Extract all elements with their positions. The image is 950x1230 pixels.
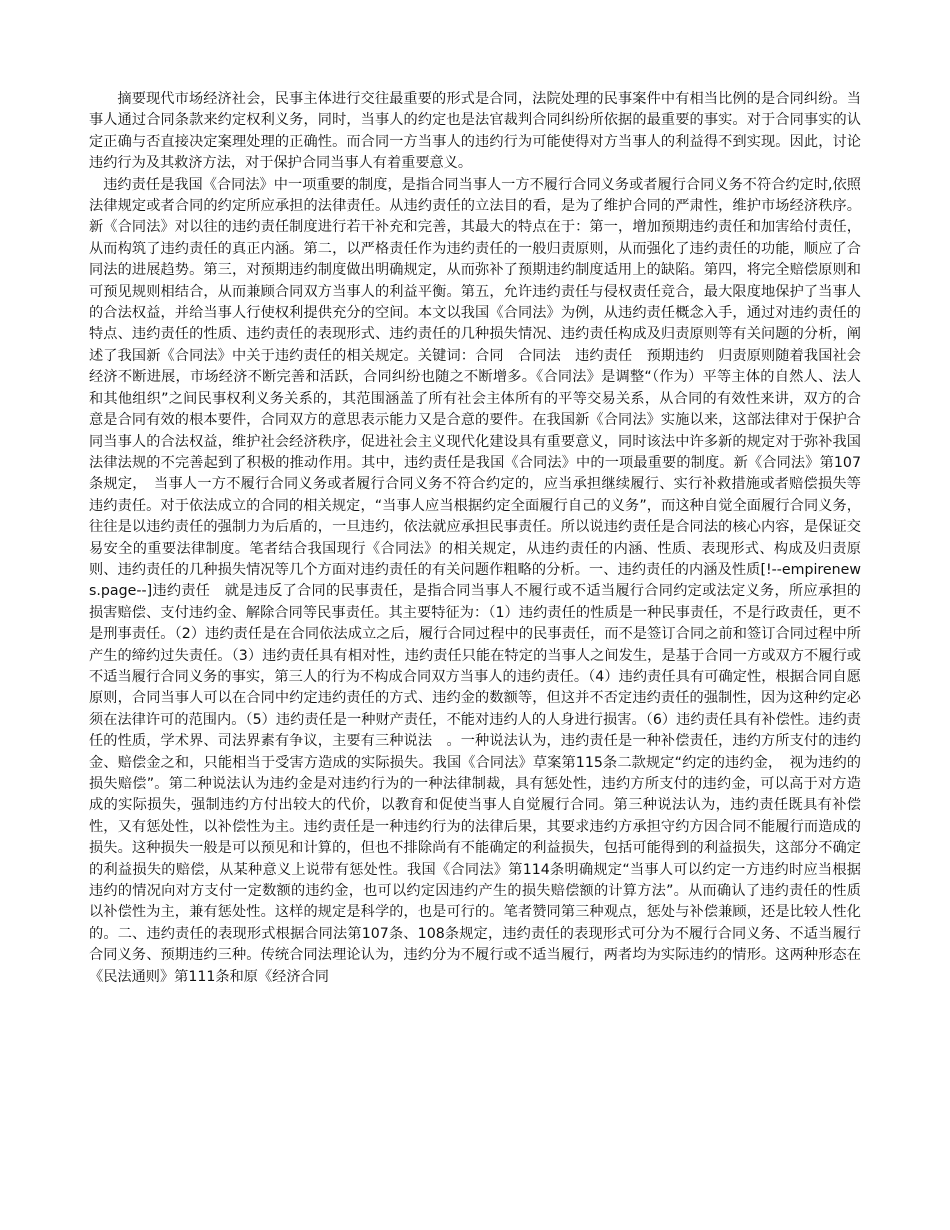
document-body	[89, 89, 861, 988]
body-paragraph: 违约责任是我国《合同法》中一项重要的制度，是指合同当事人一方不履行合同义务或者履行合同义务不符合约定时,依照法律规定或者合同的约定所应承担的法律责任。从违约责任的立法目的看，是为了维护合同的严肃性，维护市场经济秩序。新《合同法》对以往的违约责任制度进行若干补充和完善，其最大的特点在于：第一，增加预期违约责任和加害给付责任，从而构筑了违约责任的真正内涵。第二，以严格责任作为违约责任的一般归责原则，从而强化了违约责任的功能，顺应了合同法的进展趋势。第三，对预期违约制度做出明确规定，从而弥补了预期违约制度适用上的缺陷。第四，将完全赔偿原则和可预见规则相结合，从而兼顾合同双方当事人的利益平衡。第五，允许违约责任与侵权责任竞合，最大限度地保护了当事人的合法权益，并给当事人行使权利提供充分的空间。本文以我国《合同法》为例，从违约责任概念入手，通过对违约责任的特点、违约责任的性质、违约责任的表现形式、违约责任的几种损失情况、违约责任构成及归责原则等有关问题的分析，阐述了我国新《合同法》中关于违约责任的相关规定。关键词：合同 合同法 违约责任 预期违约 归责原则随着我国社会经济不断进展，市场经济不断完善和活跃，合同纠纷也随之不断增多。《合同法》是调整“（作为）平等主体的自然人、法人和其他组织”之间民事权利义务关系的，其范围涵盖了所有社会主体所有的平等交易关系，从合同的有效性来讲，双方的合意是合同有效的根本要件，合同双方的意思表示能力又是合意的要件。在我国新《合同法》实施以来，这部法律对于保护合同当事人的合法权益，维护社会经济秩序，促进社会主义现代化建设具有重要意义，同时该法中许多新的规定对于弥补我国法律法规的不完善起到了积极的推动作用。其中，违约责任是我国《合同法》中的一项最重要的制度。新《合同法》第107条规定， 当事人一方不履行合同义务或者履行合同义务不符合约定的，应当承担继续履行、实行补救措施或者赔偿损失等违约责任。对于依法成立的合同的相关规定，“当事人应当根据约定全面履行自己的义务”，而这种自觉全面履行合同义务，往往是以违约责任的强制力为后盾的，一旦违约，依法就应承担民事责任。所以说违约责任是合同法的核心内容，是保证交易安全的重要法律制度。笔者结合我国现行《合同法》的相关规定，从违约责任的内涵、性质、表现形式、构成及归责原则、违约责任的几种损失情况等几个方面对违约责任的有关问题作粗略的分析。一、违约责任的内涵及性质[!--empirenews.page--]违约责任 就是违反了合同的民事责任，是指合同当事人不履行或不适当履行合同约定或法定义务，所应承担的损害赔偿、支付违约金、解除合同等民事责任。其主要特征为：（1）违约责任的性质是一种民事责任，不是行政责任，更不是刑事责任。（2）违约责任是在合同依法成立之后，履行合同过程中的民事责任，而不是签订合同之前和签订合同过程中所产生的缔约过失责任。（3）违约责任具有相对性，违约责任只能在特定的当事人之间发生，是基于合同一方或双方不履行或不适当履行合同义务的事实，第三人的行为不构成合同双方当事人的违约责任。（4）违约责任具有可确定性，根据合同自愿原则，合同当事人可以在合同中约定违约责任的方式、违约金的数额等，但这并不否定违约责任的强制性，因为这种约定必须在法律许可的范围内。（5）违约责任是一种财产责任，不能对违约人的人身进行损害。（6）违约责任具有补偿性。违约责任的性质，学术界、司法界素有争议，主要有三种说法 。一种说法认为，违约责任是一种补偿责任，违约方所支付的违约金、赔偿金之和，只能相当于受害方造成的实际损失。我国《合同法》草案第115条二款规定“约定的违约金， 视为违约的损失赔偿”。第二种说法认为违约金是对违约行为的一种法律制裁，具有惩处性，违约方所支付的违约金，可以高于对方造成的实际损失，强制违约方付出较大的代价，以教育和促使当事人自觉履行合同。第三种说法认为，违约责任既具有补偿性，又有惩处性，以补偿性为主。违约责任是一种违约行为的法律后果，其要求违约方承担守约方因合同不能履行而造成的损失。这种损失一般是可以预见和计算的，但也不排除尚有不能确定的利益损失，包括可能得到的利益损失，这部分不确定的利益损失的赔偿，从某种意义上说带有惩处性。我国《合同法》第114条明确规定“当事人可以约定一方违约时应当根据违约的情况向对方支付一定数额的违约金，也可以约定因违约产生的损失赔偿额的计算方法”。从而确认了违约责任的性质以补偿性为主，兼有惩处性。这样的规定是科学的，也是可行的。笔者赞同第三种观点，惩处与补偿兼顾，还是比较人性化的。二、违约责任的表现形式根据合同法第107条、108条规定，违约责任的表现形式可分为不履行合同义务、不适当履行合同义务、预期违约三种。传统合同法理论认为，违约分为不履行或不适当履行，两者均为实际违约的情形。这两种形态在《民法通则》第111条和原《经济合同	[89, 176, 861, 985]
abstract-paragraph: 摘要现代市场经济社会，民事主体进行交往最重要的形式是合同，法院处理的民事案件中有相当比例的是合同纠纷。当事人通过合同条款来约定权利义务，同时，当事人的约定也是法官裁判合同纠纷所依据的最重要的事实。对于合同事实的认定正确与否直接决定案理处理的正确性。而合同一方当事人的违约行为可能使得对方当事人的利益得不到实现。因此，讨论违约行为及其救济方法，对于保护合同当事人有着重要意义。	[89, 91, 861, 172]
